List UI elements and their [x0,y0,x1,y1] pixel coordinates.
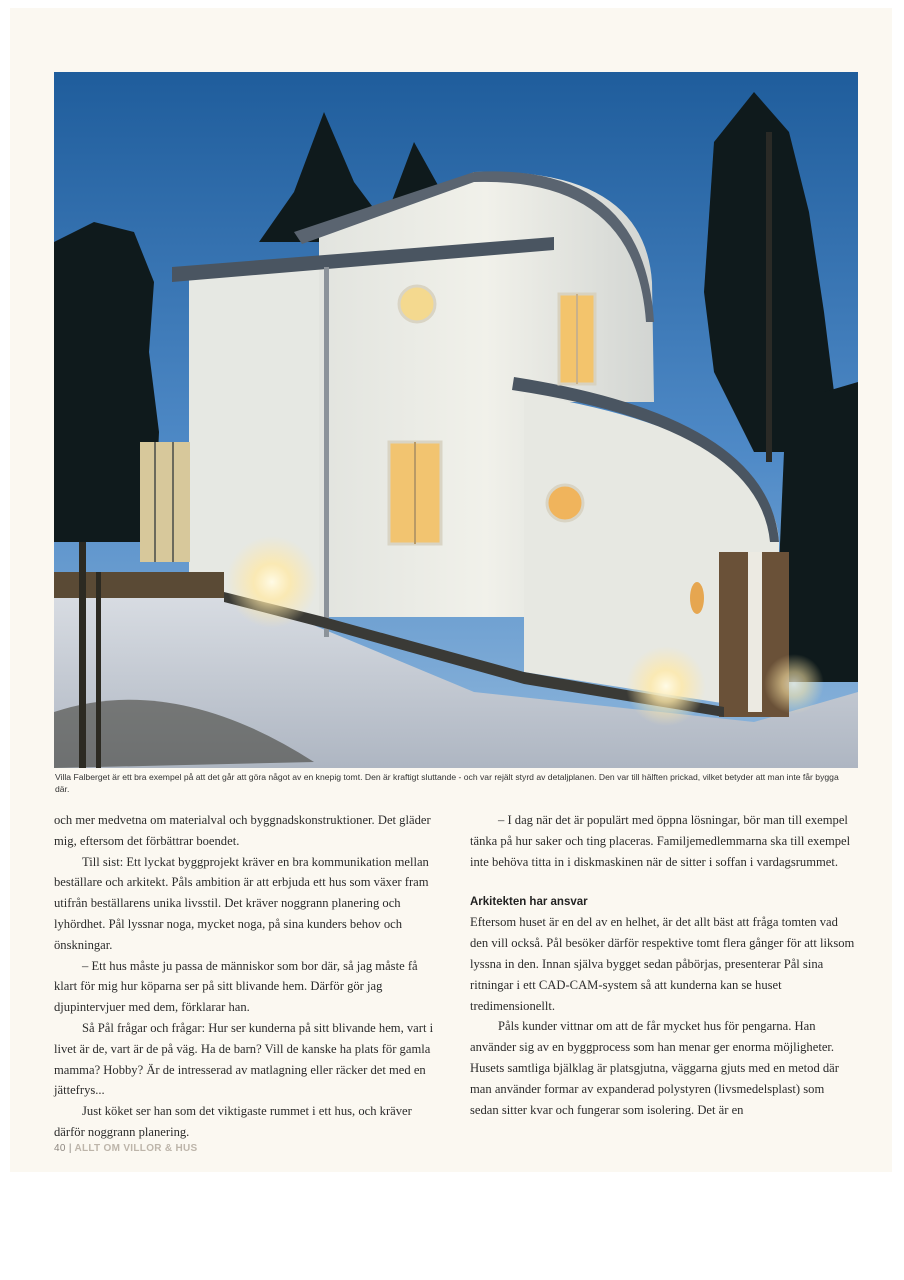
villa-illustration [54,72,858,768]
paragraph: Påls kunder vittnar om att de får mycket hus för pengarna. Han använder sig av en byggprocess som han menar ger enorma möjligheter. Husets samtliga bjälklag är platsgjutna, väggarna gjuts med en metod där man använder formar av expanderad polystyren (livsmedelsplast) som sedan sitter kvar och fungerar som isolering. Det är en [470,1019,839,1117]
paragraph: och mer medvetna om materialval och byggnadskonstruktioner. Det gläder mig, eftersom det förbättrar boendet. [54,813,431,848]
page-number: 40 [54,1143,66,1154]
house-photo [54,72,858,768]
paragraph: – I dag när det är populärt med öppna lösningar, bör man till exempel tänka på hur saker och ting placeras. Familjemedlemmarna ska till exempel inte behöva titta in i diskmaskinen när de sitter i soffan i vardagsrummet. [470,813,851,869]
paragraph: Till sist: Ett lyckat byggprojekt kräver en bra kommunikation mellan beställare och arkitekt. Påls ambition är att erbjuda ett hus som växer fram utifrån beställarens unika livsstil. Det kräver noggrann planering och lyhördhet. Pål lyssnar noga, mycket noga, på sina kunders behov och önskningar. [54,854,429,952]
paragraph: Just köket ser han som det viktigaste rummet i ett hus, och kräver därför noggrann planering. [54,1104,412,1139]
left-column [54,810,439,1143]
paragraph: Eftersom huset är en del av en helhet, är det allt bäst att fråga tomten vad den vill också. Pål besöker därför respektive tomt flera gånger för att liksom lyssna in den. Innan själva bygget sedan påbörjas, presenterar Pål sina ritningar i ett CAD-CAM-system så att kunderna kan se huset tredimensionellt. [470,915,855,1013]
footer-separator: | [68,1143,72,1154]
section-heading: Arkitekten har ansvar [470,896,588,909]
paragraph: – Ett hus måste ju passa de människor som bor där, så jag måste få klart för mig hur köparna ser på sitt blivande hem. Därför gör jag djupintervjuer med dem, förklarar han. [54,958,418,1015]
magazine-name: ALLT OM VILLOR & HUS [74,1143,198,1154]
right-column [470,810,855,1120]
paragraph: Så Pål frågar och frågar: Hur ser kunderna på sitt blivande hem, vart i livet är de, vart är de på väg. Ha de barn? Vill de kanske ha plats för gamla mamma? Hobby? Är de intresserad av matlagning eller räcker det med en jättefrys... [54,1020,434,1098]
page-footer [54,1143,197,1154]
photo-caption: Villa Falberget är ett bra exempel på att det går att göra något av en knepig tomt. Den är kraftigt sluttande - och var rejält styrd av detaljplanen. Den var till hälften prickad, vilket betyder att man inte får bygga där. [55,772,839,794]
